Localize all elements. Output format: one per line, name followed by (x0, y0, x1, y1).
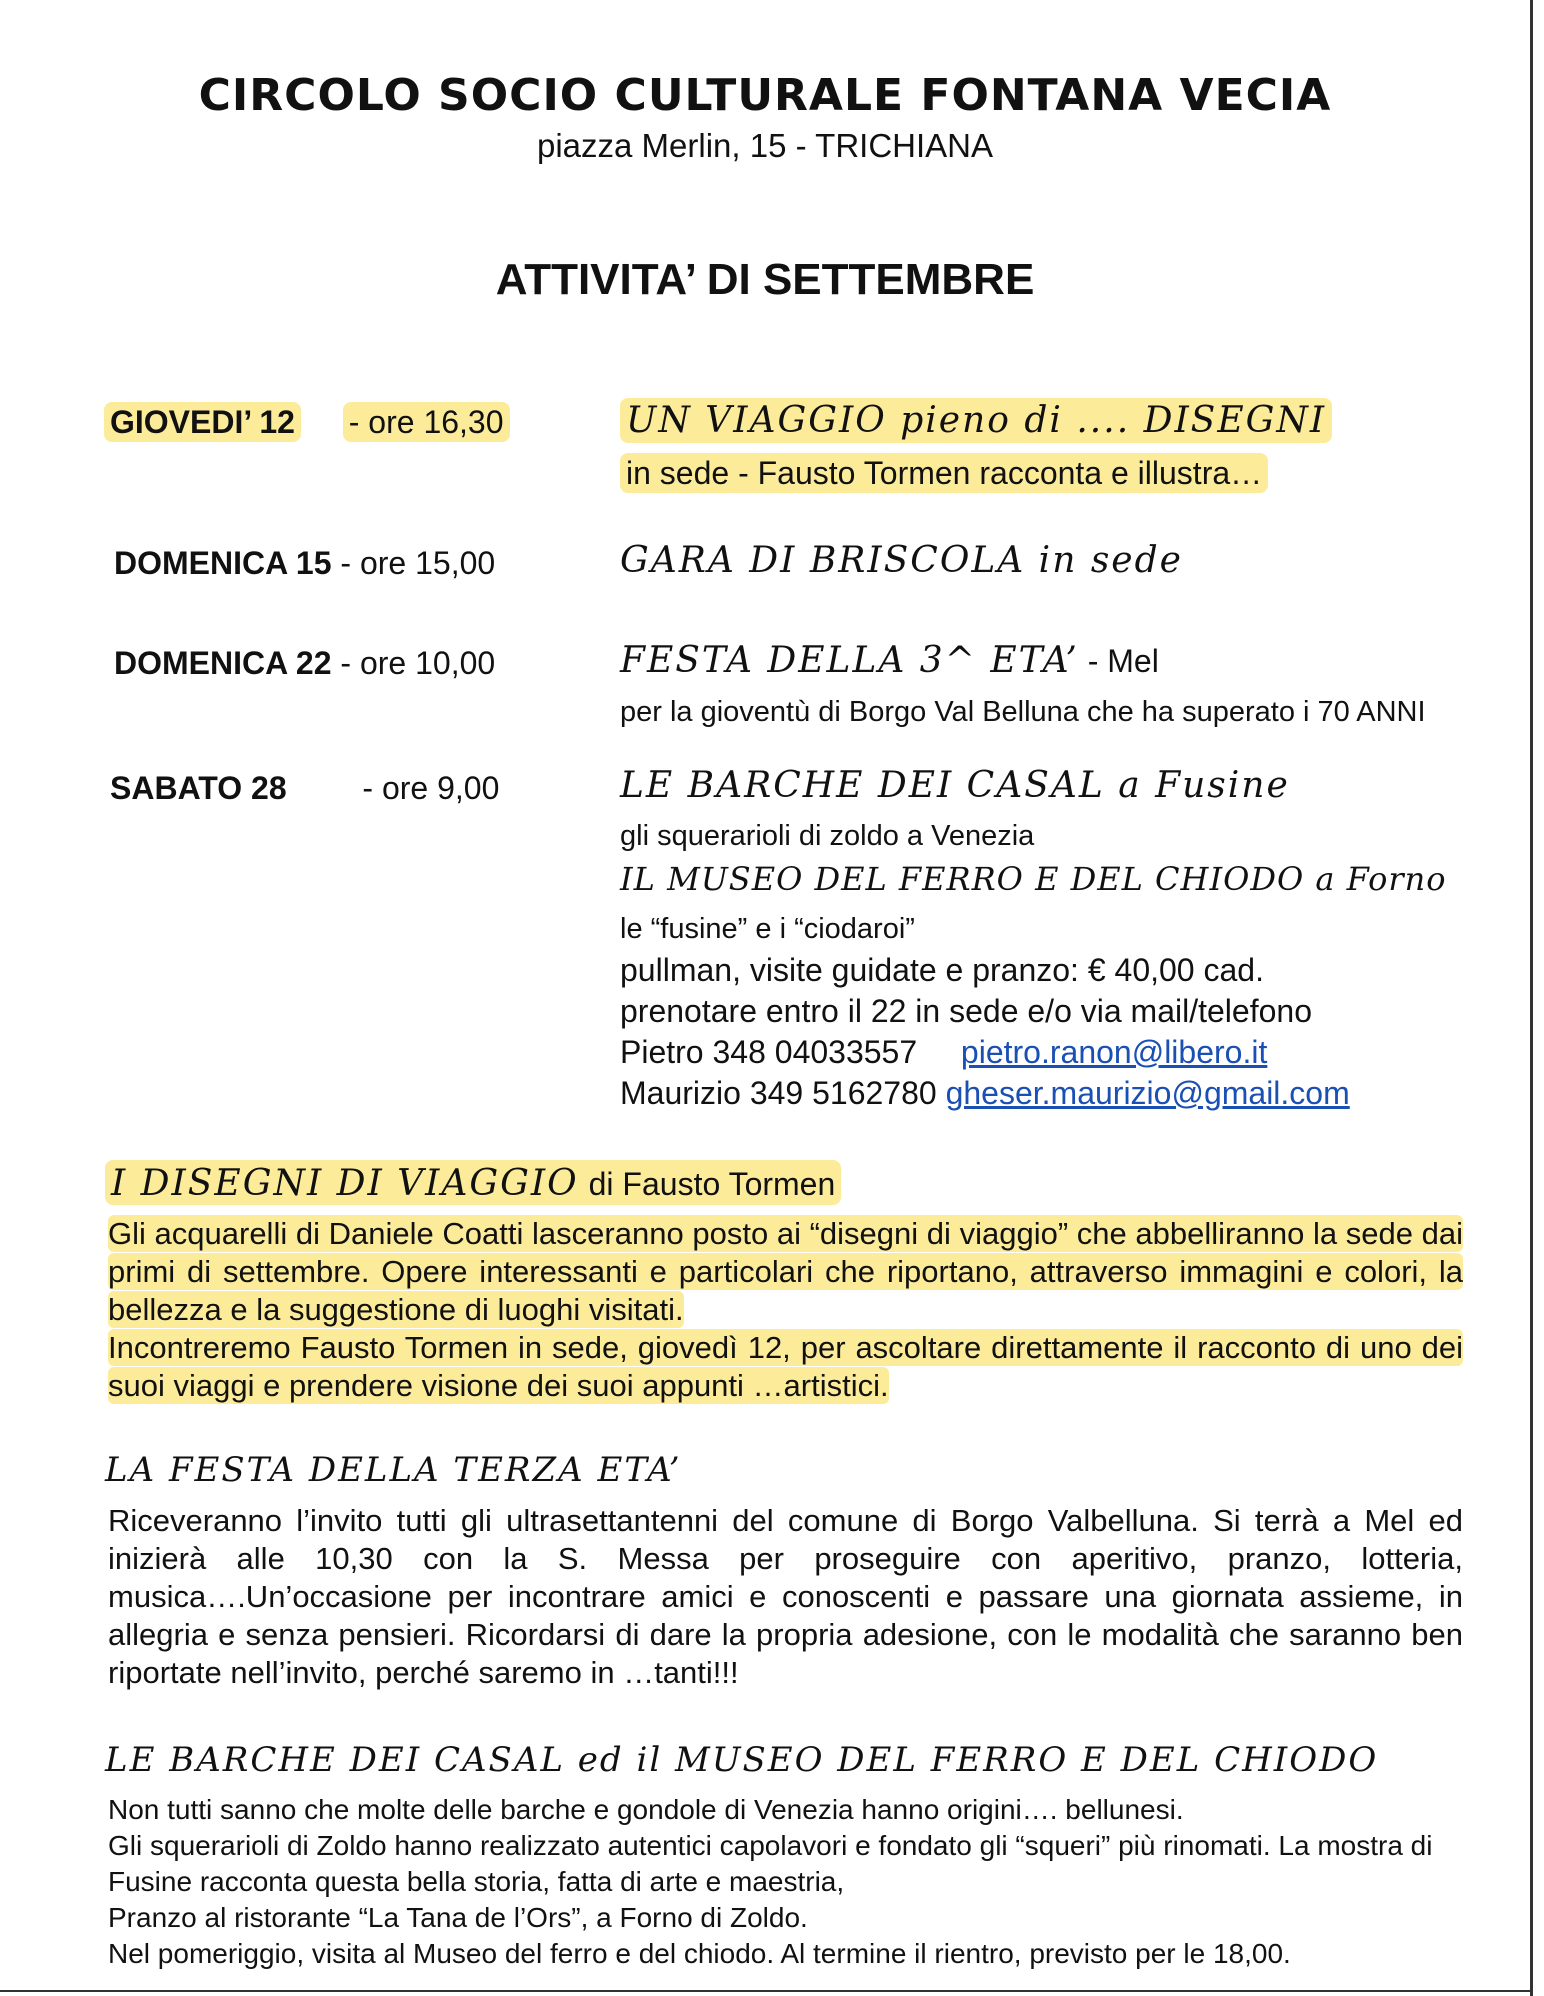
event-4-line1: gli squerarioli di zoldo a Venezia (620, 820, 1035, 852)
event-4-contact-1 (620, 1034, 1267, 1071)
page-bottom-border (0, 1990, 1530, 1992)
contact-1-name: Pietro 348 04033557 (620, 1034, 918, 1070)
section-3-line-2: Gli squerarioli di Zoldo hanno realizzato autentici capolavori e fondato gli “squeri” più rinomati. La mostra di Fusine racconta questa bella storia, fatta di arte e maestria, (108, 1830, 1433, 1897)
contact-2-name: Maurizio 349 5162780 (620, 1075, 937, 1111)
event-2-day: DOMENICA 15 (114, 545, 332, 581)
section-2-heading: LA FESTA DELLA TERZA ETA’ (105, 1450, 682, 1490)
event-1-date (104, 404, 510, 441)
event-4-line2: le “fusine” e i “ciodaroi” (620, 913, 915, 945)
event-3-title: FESTA DELLA 3^ ETA’ - Mel (620, 640, 1159, 681)
org-name: CIRCOLO SOCIO CULTURALE FONTANA VECIA (198, 70, 1332, 121)
event-2-time: - ore 15,00 (340, 545, 496, 581)
event-1-day: GIOVEDI’ 12 (104, 402, 301, 442)
event-1-detail: in sede - Fausto Tormen racconta e illustra… (620, 455, 1268, 492)
event-4-line3: pullman, visite guidate e pranzo: € 40,00 cad. (620, 952, 1264, 988)
section-1-paragraph-2: Incontreremo Fausto Tormen in sede, giovedì 12, per ascoltare direttamente il racconto di uno dei suoi viaggi e prendere visione dei suoi appunti …artistici. (108, 1330, 1463, 1403)
contact-2-email-link[interactable]: gheser.maurizio@gmail.com (945, 1075, 1350, 1111)
event-4-line4: prenotare entro il 22 in sede e/o via mail/telefono (620, 993, 1312, 1029)
section-1-body (108, 1215, 1463, 1405)
contact-1-email-link[interactable]: pietro.ranon@libero.it (960, 1034, 1268, 1070)
section-3-line-4: Nel pomeriggio, visita al Museo del ferro e del chiodo. Al termine il rientro, previsto per le 18,00. (108, 1938, 1291, 1969)
page-title: ATTIVITA’ DI SETTEMBRE (495, 255, 1035, 304)
event-2-date (114, 545, 495, 582)
section-3-line-1: Non tutti sanno che molte delle barche e gondole di Venezia hanno origini…. bellunesi. (108, 1794, 1184, 1825)
section-3-heading: LE BARCHE DEI CASAL ed il MUSEO DEL FERRO E DEL CHIODO (105, 1740, 1379, 1780)
page-right-border (1530, 0, 1533, 1996)
event-1-time: - ore 16,30 (343, 402, 510, 442)
event-3-time: - ore 10,00 (340, 645, 496, 681)
event-4-title2: IL MUSEO DEL FERRO E DEL CHIODO a Forno (620, 860, 1447, 898)
org-address: piazza Merlin, 15 - TRICHIANA (536, 127, 994, 164)
event-2-title: GARA DI BRISCOLA in sede (620, 540, 1183, 581)
section-1-paragraph-1: Gli acquarelli di Daniele Coatti lasceranno posto ai “disegni di viaggio” che abbelliranno la sede dai primi di settembre. Opere interessanti e particolari che riportano, attraverso immagini e colori, la bellezza e la suggestione di luoghi visitati. (108, 1216, 1463, 1327)
event-4-time: - ore 9,00 (362, 770, 500, 806)
event-4-day: SABATO 28 (110, 770, 287, 806)
event-3-detail: per la gioventù di Borgo Val Belluna che ha superato i 70 ANNI (620, 696, 1426, 728)
event-4-title: LE BARCHE DEI CASAL a Fusine (620, 765, 1290, 806)
event-1-title: UN VIAGGIO pieno di .... DISEGNI (620, 400, 1332, 441)
section-3-body (108, 1792, 1463, 1972)
event-3-day: DOMENICA 22 (114, 645, 332, 681)
event-3-date (114, 645, 495, 682)
section-2-body (108, 1502, 1463, 1692)
event-4-contact-2 (620, 1075, 1350, 1112)
section-3-line-3: Pranzo al ristorante “La Tana de l’Ors”, a Forno di Zoldo. (108, 1902, 808, 1933)
section-2-paragraph: Riceveranno l’invito tutti gli ultrasettantenni del comune di Borgo Valbelluna. Si terrà a Mel ed inizierà alle 10,30 con la S. Messa per proseguire con aperitivo, pranzo, lotteria, musica….Un’occasione per incontrare amici e conoscenti e passare una giornata assieme, in allegria e senza pensieri. Ricordarsi di dare la propria adesione, con le modalità che saranno ben riportate nell’invito, perché saremo in …tanti!!! (108, 1503, 1463, 1690)
section-1-heading: I DISEGNI DI VIAGGIO di Fausto Tormen (105, 1162, 841, 1204)
event-4-date (110, 770, 499, 807)
